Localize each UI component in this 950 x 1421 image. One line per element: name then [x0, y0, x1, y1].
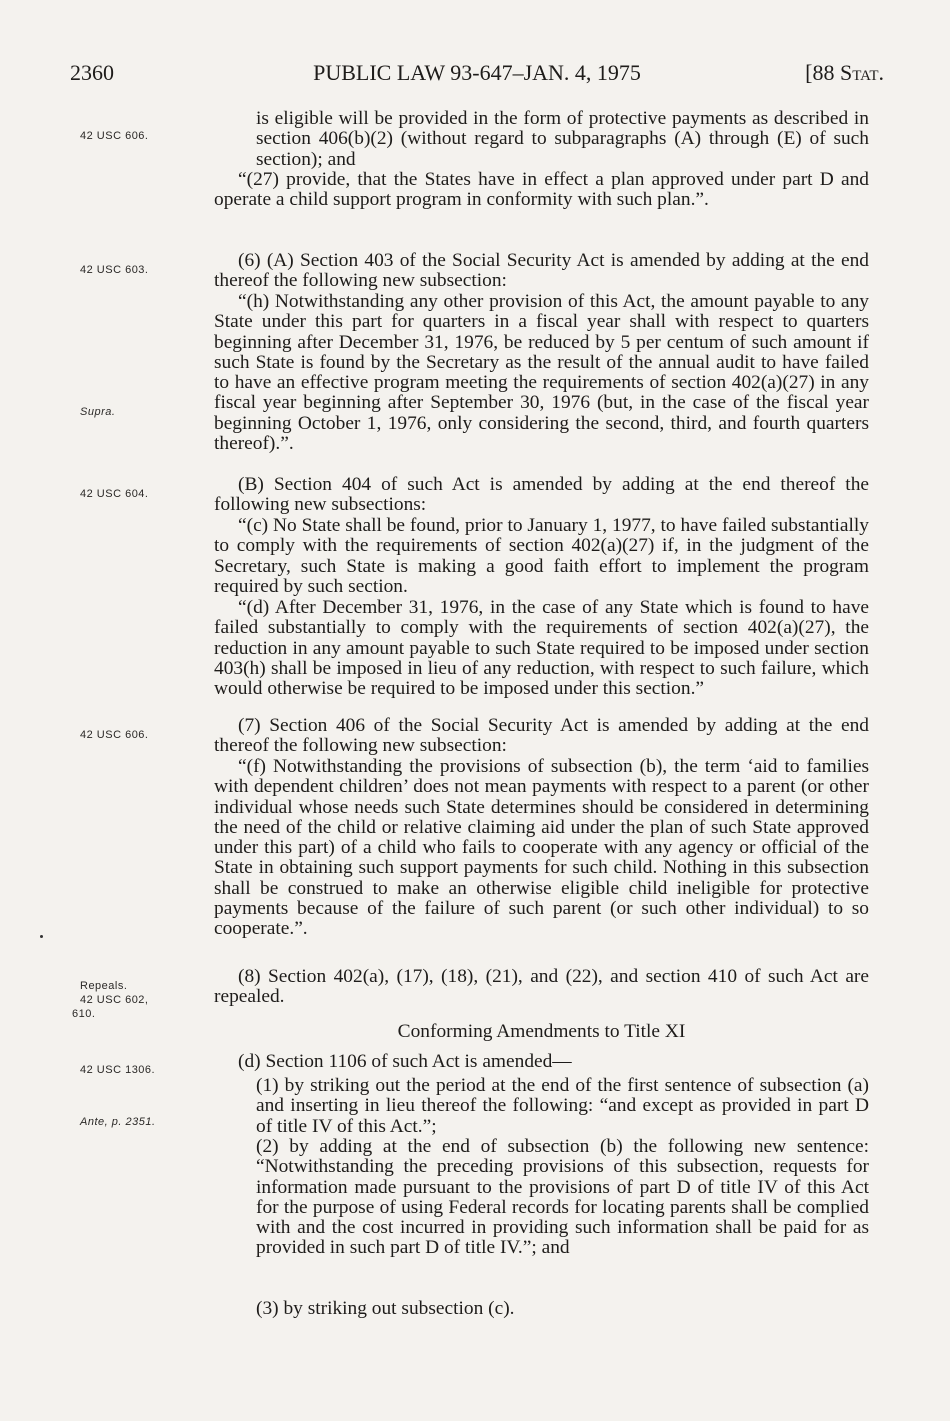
paragraph: “(d) After December 31, 1976, in the case of any State which is found to have failed substantially to comply with the requirements of section 402(a)(27), the reduction in any amount payable to such State required to be imposed under section 403(h) shall be imposed in lieu of any reduction, with respect to such failure, which would otherwise be required to be imposed under this section.”	[214, 597, 869, 700]
paragraph: (d) Section 1106 of such Act is amended—	[238, 1051, 572, 1072]
margin-note: 42 USC 606.	[80, 729, 149, 741]
statute-reference: [88 Stat.	[805, 60, 884, 85]
running-header	[70, 60, 884, 96]
margin-note: 610.	[72, 1008, 96, 1020]
paragraph: (8) Section 402(a), (17), (18), (21), and (22), and section 410 of such Act are repealed.	[214, 966, 869, 1008]
margin-note: 42 USC 602,	[80, 994, 149, 1006]
paragraph: “(h) Notwithstanding any other provision of this Act, the amount payable to any State under this part for quarters in a fiscal year shall with respect to quarters beginning after December 31, 1976, be reduced by 5 per centum of such amount if such State is found by the Secretary as the result of the annual audit to have failed to have an effective program meeting the requirements of section 402(a)(27) in any fiscal year beginning after September 30, 1976 (but, in the case of the fiscal year beginning October 1, 1976, only considering the second, third, and fourth quarters thereof).”.	[214, 291, 869, 455]
margin-note: 42 USC 604.	[80, 488, 149, 500]
paragraph: (1) by striking out the period at the end of the first sentence of subsection (a) and inserting in lieu thereof the following: “and except as provided in part D of title IV of this Act.”;	[256, 1075, 869, 1137]
margin-note: Ante, p. 2351.	[80, 1116, 156, 1128]
paragraph: (B) Section 404 of such Act is amended by adding at the end thereof the following new subsections:	[214, 474, 869, 516]
paragraph: (6) (A) Section 403 of the Social Security Act is amended by adding at the end thereof the following new subsection:	[214, 250, 869, 292]
paragraph: is eligible will be provided in the form of protective payments as described in section 406(b)(2) (without regard to subparagraphs (A) through (E) of such section); and	[256, 108, 869, 170]
margin-note: Supra.	[80, 406, 116, 418]
scan-speck	[40, 935, 43, 938]
paragraph: (7) Section 406 of the Social Security Act is amended by adding at the end thereof the following new subsection:	[214, 715, 869, 757]
paragraph: “(c) No State shall be found, prior to January 1, 1977, to have failed substantially to comply with the requirements of section 402(a)(27) if, in the judgment of the Secretary, such State is making a good faith effort to implement the program required by such section.	[214, 515, 869, 597]
paragraph: (3) by striking out subsection (c).	[256, 1298, 515, 1319]
page-title: PUBLIC LAW 93-647–JAN. 4, 1975	[313, 60, 641, 85]
paragraph: (2) by adding at the end of subsection (b) the following new sentence: “Notwithstanding the preceding provisions of this subsection, requests for information made pursuant to the provisions of part D of title IV of this Act for the purpose of using Federal records for locating parents shall be complied with and the cost incurred in providing such information shall be paid for as provided in such part D of title IV.”; and	[256, 1136, 869, 1259]
margin-note: 42 USC 603.	[80, 264, 149, 276]
paragraph: “(f) Notwithstanding the provisions of subsection (b), the term ‘aid to families with dependent children’ does not mean payments with respect to a parent (or other individual whose needs such State determines should be considered in determining the need of the child or relative claiming aid under the plan of such State approved under this part) of a child who fails to cooperate with any agency or official of the State in obtaining such support payments for such child. Nothing in this subsection shall be construed to make an otherwise eligible child ineligible for protective payments because of the failure of such parent (or such other individual) to so cooperate.”.	[214, 756, 869, 940]
page-number: 2360	[70, 60, 114, 85]
section-heading: Conforming Amendments to Title XI	[397, 1021, 686, 1042]
margin-note: Repeals.	[80, 980, 128, 992]
margin-note: 42 USC 606.	[80, 130, 149, 142]
margin-note: 42 USC 1306.	[80, 1064, 156, 1076]
paragraph: “(27) provide, that the States have in effect a plan approved under part D and operate a child support program in conformity with such plan.”.	[214, 169, 869, 211]
